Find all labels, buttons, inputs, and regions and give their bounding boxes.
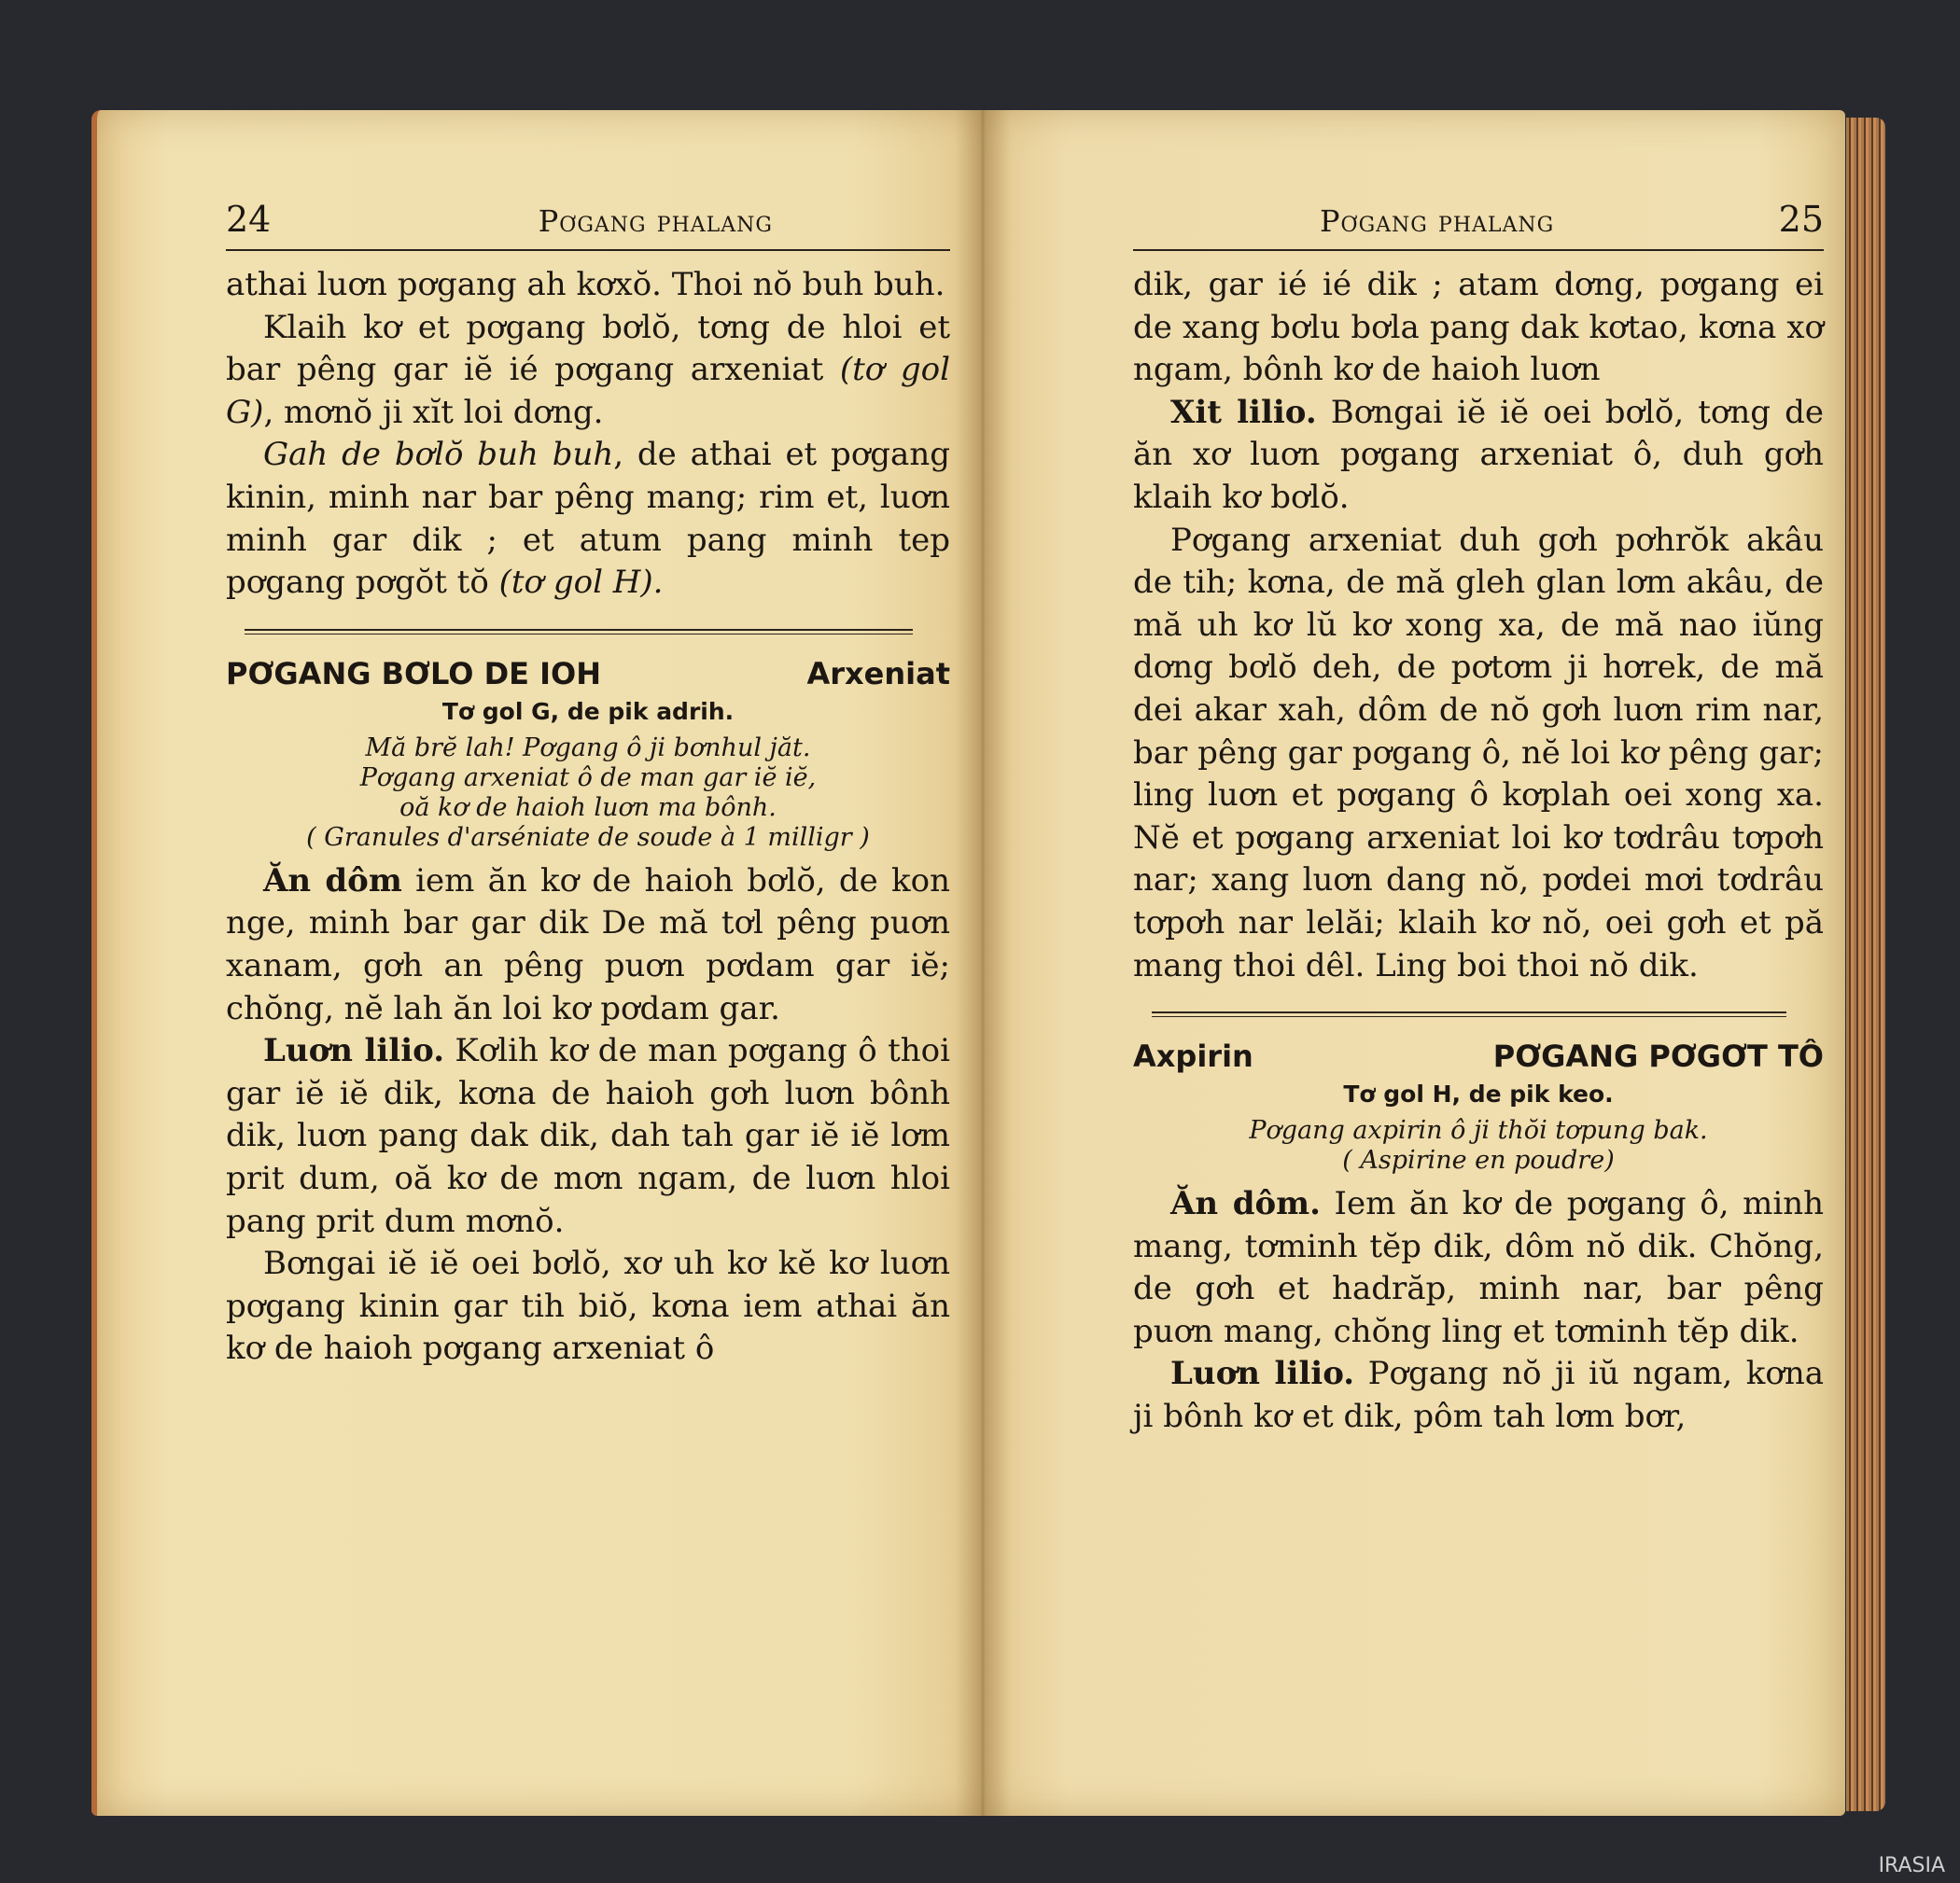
intro-paragraph: athai luơn pơgang ah kơxŏ. Thoi nŏ buh buh. xyxy=(226,266,945,303)
page-number: 24 xyxy=(226,199,272,240)
usage-paragraph xyxy=(1133,1353,1824,1438)
page-edges xyxy=(1846,118,1885,1811)
section-heading xyxy=(226,653,950,694)
section-divider xyxy=(245,629,913,635)
section-title: PƠGANG PƠGƠT TÔ xyxy=(1492,1039,1824,1075)
section-caption xyxy=(226,733,950,853)
paragraph-lead: Ăn dôm xyxy=(263,861,402,900)
paragraph-lead: Gah de bơlŏ buh buh xyxy=(263,436,614,474)
paragraph-text: Iem ăn kơ de pơgang ô, minh mang, tơminh tĕp dik, dôm nŏ dik. Chŏng, de gơh et hadrăp, minh nar, bar pêng puơn mang, chŏng ling et tơminh tĕp dik. xyxy=(1133,1185,1824,1350)
paragraph-text: iem ăn kơ de haioh bơlŏ, de kon nge, minh bar gar dik De mă tơl pêng puơn xanam, gơh an pêng puơn pơdam gar iĕ; chŏng, nĕ lah ăn loi kơ pơdam gar. xyxy=(226,861,950,1027)
figure-reference: (tơ gol G) xyxy=(226,351,950,431)
figure-reference: (tơ gol H). xyxy=(498,564,664,602)
watermark: IRASIA xyxy=(1878,1854,1945,1877)
caption-line: Mă brĕ lah! Pơgang ô ji bơnhul jăt. xyxy=(365,732,811,762)
left-page xyxy=(91,110,984,1816)
usage-paragraph xyxy=(1133,392,1824,520)
dosage-paragraph xyxy=(1133,1183,1824,1353)
right-page xyxy=(982,110,1845,1816)
right-page-header xyxy=(1133,199,1824,251)
paragraph-lead: Xit lilio. xyxy=(1170,393,1317,431)
running-head: Pơgang phalang xyxy=(1320,203,1555,239)
caption-line: oă kơ de haioh luơn ma bônh. xyxy=(399,792,777,822)
paragraph xyxy=(226,307,950,435)
section-subtitle: Tơ gol G, de pik adrih. xyxy=(441,697,735,725)
paragraph: Bơngai iĕ iĕ oei bơlŏ, xơ uh kơ kĕ kơ luơn pơgang kinin gar tih biŏ, kơna iem athai ăn kơ de haioh pơgang arxeniat ô xyxy=(226,1245,950,1368)
paragraph-text: , de athai et pơgang kinin, minh nar bar pêng mang; rim et, luơn minh gar dik ; et atum pang minh tep pơgang pơgŏt tŏ xyxy=(226,436,950,602)
section-title: PƠGANG BƠLO DE IOH xyxy=(226,655,602,691)
paragraph: dik, gar ié ié dik ; atam dơng, pơgang ei de xang bơlu bơla pang dak kơtao, kơna xơ ngam, bônh kơ de haioh luơn xyxy=(1133,266,1824,389)
left-page-header xyxy=(226,199,950,251)
paragraph-lead: Ăn dôm. xyxy=(1170,1185,1321,1223)
caption-line: ( Granules d'arséniate de soude à 1 milligr ) xyxy=(306,822,870,852)
page-number: 25 xyxy=(1778,199,1824,240)
paragraph-text: , mơnŏ ji xĭt loi dơng. xyxy=(263,393,604,431)
caption-line: ( Aspirine en poudre) xyxy=(1342,1146,1615,1176)
paragraph-lead: Luơn lilio. xyxy=(1170,1355,1355,1393)
section-heading xyxy=(1133,1036,1824,1077)
paragraph-text: Kơlih kơ de man pơgang ô thoi gar iĕ iĕ dik, kơna de haioh gơh luơn bônh dik, luơn pang dak dik, dah tah gar iĕ iĕ lơm prit dum, oă kơ de mơn ngam, de luơn hloi pang prit dum mơnŏ. xyxy=(226,1032,950,1240)
paragraph xyxy=(226,434,950,604)
caption-line: Pơgang axpirin ô ji thŏi tơpung bak. xyxy=(1249,1116,1708,1146)
section-title-right: Arxeniat xyxy=(806,655,950,691)
paragraph-text: Klaih kơ et pơgang bơlŏ, tơng de hloi et bar pêng gar iĕ ié pơgang arxeniat xyxy=(226,308,950,389)
open-book xyxy=(91,110,1888,1818)
usage-paragraph xyxy=(226,1030,950,1243)
paragraph-text: Bơngai iĕ iĕ oei bơlŏ, tơng de ăn xơ luơn pơgang arxeniat ô, duh gơh klaih kơ bơlŏ. xyxy=(1133,393,1824,516)
paragraph-lead: Luơn lilio. xyxy=(263,1032,445,1070)
left-page-content xyxy=(226,199,950,1371)
right-page-content xyxy=(1133,199,1824,1439)
section-caption xyxy=(1133,1116,1824,1176)
paragraph-text: Pơgang nŏ ji iŭ ngam, kơna ji bônh kơ et dik, pôm tah lơm bơr, xyxy=(1133,1355,1824,1436)
section-title-left: Axpirin xyxy=(1133,1039,1253,1075)
section-divider xyxy=(1152,1011,1786,1017)
section-subtitle: Tơ gol H, de pik keo. xyxy=(1343,1081,1614,1109)
running-head: Pơgang phalang xyxy=(538,203,773,239)
paragraph: Pơgang arxeniat duh gơh pơhrŏk akâu de tih; kơna, de mă gleh glan lơm akâu, de mă uh kơ lŭ kơ xong xa, de mă nao iŭng dơng bơlŏ deh, de pơtơm ji hơrek, de mă dei akar xah, dôm de nŏ gơh luơn rim nar, bar pêng gar pơgang ô, nĕ loi kơ pêng gar; ling luơn et pơgang ô kơplah oei xong xa. Nĕ et pơgang arxeniat loi kơ tơdrâu tơpơh nar; xang luơn dang nŏ, pơdei mơi tơdrâu tơpơh nar lelăi; klaih kơ nŏ, oei gơh et pă mang thoi dêl. Ling boi thoi nŏ dik. xyxy=(1133,521,1824,984)
caption-line: Pơgang arxeniat ô de man gar iĕ iĕ, xyxy=(359,762,817,792)
dosage-paragraph xyxy=(226,860,950,1030)
